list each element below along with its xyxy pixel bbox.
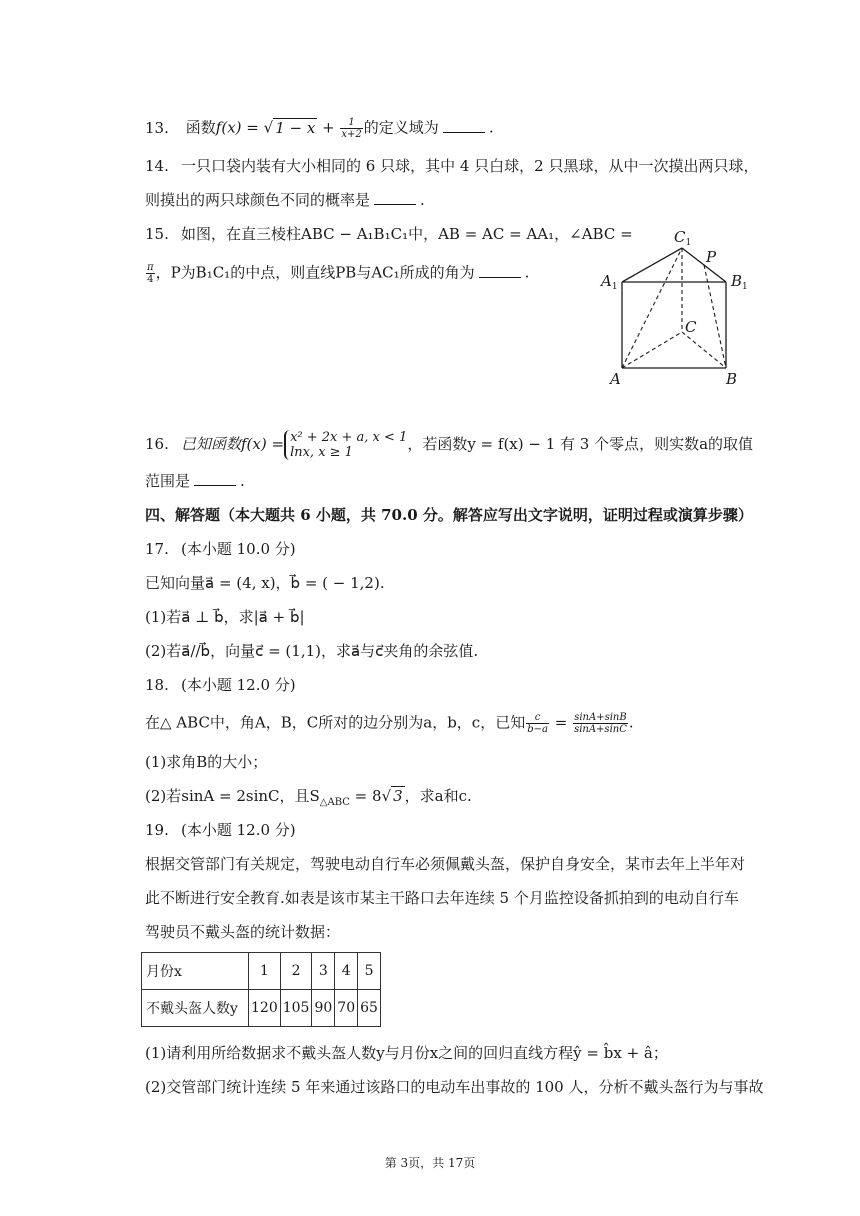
q19-score: (本小题 12.0 分) <box>181 821 296 839</box>
question-16-line2 <box>145 471 245 491</box>
q13-fraction <box>340 117 362 140</box>
q19-line3: 驾驶员不戴头盔的统计数据： <box>145 923 341 941</box>
fraction-denominator: 4 <box>147 274 154 285</box>
piecewise-case-1: x² + 2x + a, x < 1 <box>290 430 408 445</box>
q13-plus: + <box>317 118 340 137</box>
table-row <box>142 990 381 1027</box>
page-footer: 第 3页，共 17页 <box>384 1156 476 1170</box>
table-row <box>142 953 381 990</box>
q13-pre: 函数 <box>185 118 216 137</box>
label-p: P <box>706 248 717 266</box>
sqrt-sign-icon: √ <box>263 118 274 137</box>
q14-end: . <box>420 191 425 209</box>
q13-post: 的定义域为 <box>363 118 439 137</box>
fraction-denominator: sinA+sinC <box>574 724 627 735</box>
question-number: 19. <box>145 821 169 839</box>
table-cell: 90 <box>312 990 335 1027</box>
label-b1: $B_1$ <box>731 272 748 292</box>
segment-ac1 <box>622 248 682 368</box>
fraction-denominator: x+2 <box>341 129 362 140</box>
q14-line1: 一只口袋内装有大小相同的 6 只球，其中 4 只白球，2 只黑球，从中一次摸出两只球， <box>181 157 759 175</box>
answer-blank <box>443 118 485 133</box>
label-a1: $A_1$ <box>601 272 618 292</box>
q18-part2-pre: (2)若sinA = 2sinC，且S <box>145 787 320 805</box>
q18-subscript: △ABC <box>319 797 350 808</box>
q19-part1: (1)请利用所给数据求不戴头盔人数y与月份x之间的回归直线方程ŷ = b̂x + â； <box>145 1044 668 1062</box>
table-cell: 65 <box>358 990 381 1027</box>
table-cell: 70 <box>335 990 358 1027</box>
question-17 <box>145 539 296 559</box>
piecewise-case-2: lnx, x ≥ 1 <box>290 445 353 460</box>
question-number: 13. <box>145 118 169 137</box>
question-13 <box>145 117 494 140</box>
q19-line2: 此不断进行安全教育.如表是该市某主干路口去年连续 5 个月监控设备抓拍到的电动自行车 <box>145 889 739 907</box>
question-number: 18. <box>145 676 169 694</box>
fraction-numerator: 1 <box>340 117 362 129</box>
q17-part1: (1)若a⃗ ⊥ b⃗，求|a⃗ + b⃗| <box>145 608 305 626</box>
q19-line1: 根据交管部门有关规定，驾驶电动自行车必须佩戴头盔，保护自身安全，某市去年上半年对 <box>145 855 746 873</box>
q18-score: (本小题 12.0 分) <box>181 676 296 694</box>
q18-end: . <box>628 713 634 732</box>
table-cell: 120 <box>249 990 281 1027</box>
question-19 <box>145 820 296 840</box>
table-header-cell: 月份x <box>142 953 249 990</box>
question-15 <box>145 224 633 244</box>
label-c: C <box>685 318 697 336</box>
table-cell: 4 <box>335 953 358 990</box>
question-number: 17. <box>145 540 169 558</box>
fraction-denominator: b−a <box>527 724 548 735</box>
q18-part2 <box>145 786 472 813</box>
question-14 <box>145 156 758 176</box>
answer-blank <box>194 471 236 486</box>
table-cell: 1 <box>249 953 281 990</box>
q18-part2-eq: = 8 <box>349 787 382 805</box>
q14-line2-text: 则摸出的两只球颜色不同的概率是 <box>145 191 371 209</box>
q16-end: . <box>240 472 245 490</box>
table-cell: 5 <box>358 953 381 990</box>
table-cell: 2 <box>280 953 312 990</box>
q18-sqrt: 3 <box>393 787 403 805</box>
q16-pre: 已知函数f(x) = <box>181 435 285 453</box>
answer-blank <box>479 263 521 278</box>
answer-blank <box>374 190 416 205</box>
q17-score: (本小题 10.0 分) <box>181 540 296 558</box>
q15-end: . <box>524 263 530 282</box>
statistics-table <box>141 952 381 1027</box>
q13-fx: f(x) = <box>215 118 264 137</box>
question-14-line2 <box>145 190 425 210</box>
q16-line2-text: 范围是 <box>145 472 191 490</box>
label-c1: $C_1$ <box>674 228 692 248</box>
question-15-line2 <box>145 262 529 285</box>
q18-stem <box>145 712 634 735</box>
label-b: B <box>726 370 738 388</box>
q18-stem-text: 在△ ABC中，角A，B，C所对的边分别为a，b，c，已知 <box>145 713 526 732</box>
piecewise-brace <box>284 430 407 460</box>
section-heading: 四、解答题（本大题共 6 小题，共 70.0 分。解答应写出文字说明，证明过程或演算步骤） <box>145 506 753 524</box>
question-16 <box>145 430 753 460</box>
segment-pb <box>704 265 726 368</box>
fraction-numerator: c <box>526 712 549 724</box>
table-header-cell: 不戴头盔人数y <box>142 990 249 1027</box>
label-a: A <box>610 370 621 388</box>
q15-line2-text: ，P为B₁C₁的中点，则直线PB与AC₁所成的角为 <box>155 263 475 282</box>
q18-fraction-2 <box>573 712 628 735</box>
table-cell: 3 <box>312 953 335 990</box>
q17-stem: 已知向量a⃗ = (4, x)，b⃗ = ( − 1,2). <box>145 574 385 592</box>
question-18 <box>145 675 296 695</box>
prism-figure <box>598 228 758 398</box>
edge-cb-hidden <box>682 332 726 368</box>
question-number: 14. <box>145 157 169 175</box>
question-number: 15. <box>145 225 169 243</box>
q18-fraction-1 <box>526 712 549 735</box>
q13-end: . <box>488 118 494 137</box>
question-number: 16. <box>145 435 169 453</box>
q13-sqrt: 1 − x <box>275 118 316 137</box>
sqrt-sign-icon: √ <box>381 787 392 805</box>
q17-part2: (2)若a⃗//b⃗，向量c⃗ = (1,1)，求a⃗与c⃗夹角的余弦值. <box>145 642 479 660</box>
q15-pi-fraction <box>146 262 155 285</box>
q18-part1: (1)求角B的大小； <box>145 753 268 771</box>
q15-line1: 如图，在直三棱柱ABC − A₁B₁C₁中，AB = AC = AA₁，∠ABC = <box>181 225 633 243</box>
table-cell: 105 <box>280 990 312 1027</box>
edge-ac-hidden <box>622 332 682 368</box>
q16-post: ，若函数y = f(x) − 1 有 3 个零点，则实数a的取值 <box>407 435 754 453</box>
q18-equals: = <box>549 713 573 732</box>
fraction-numerator: sinA+sinB <box>574 712 627 723</box>
q18-part2-post: ，求a和c. <box>404 787 472 805</box>
q19-part2: (2)交管部门统计连续 5 年来通过该路口的电动车出事故的 100 人，分析不戴头盔行为与事故 <box>145 1078 764 1096</box>
fraction-numerator: π <box>147 262 154 273</box>
